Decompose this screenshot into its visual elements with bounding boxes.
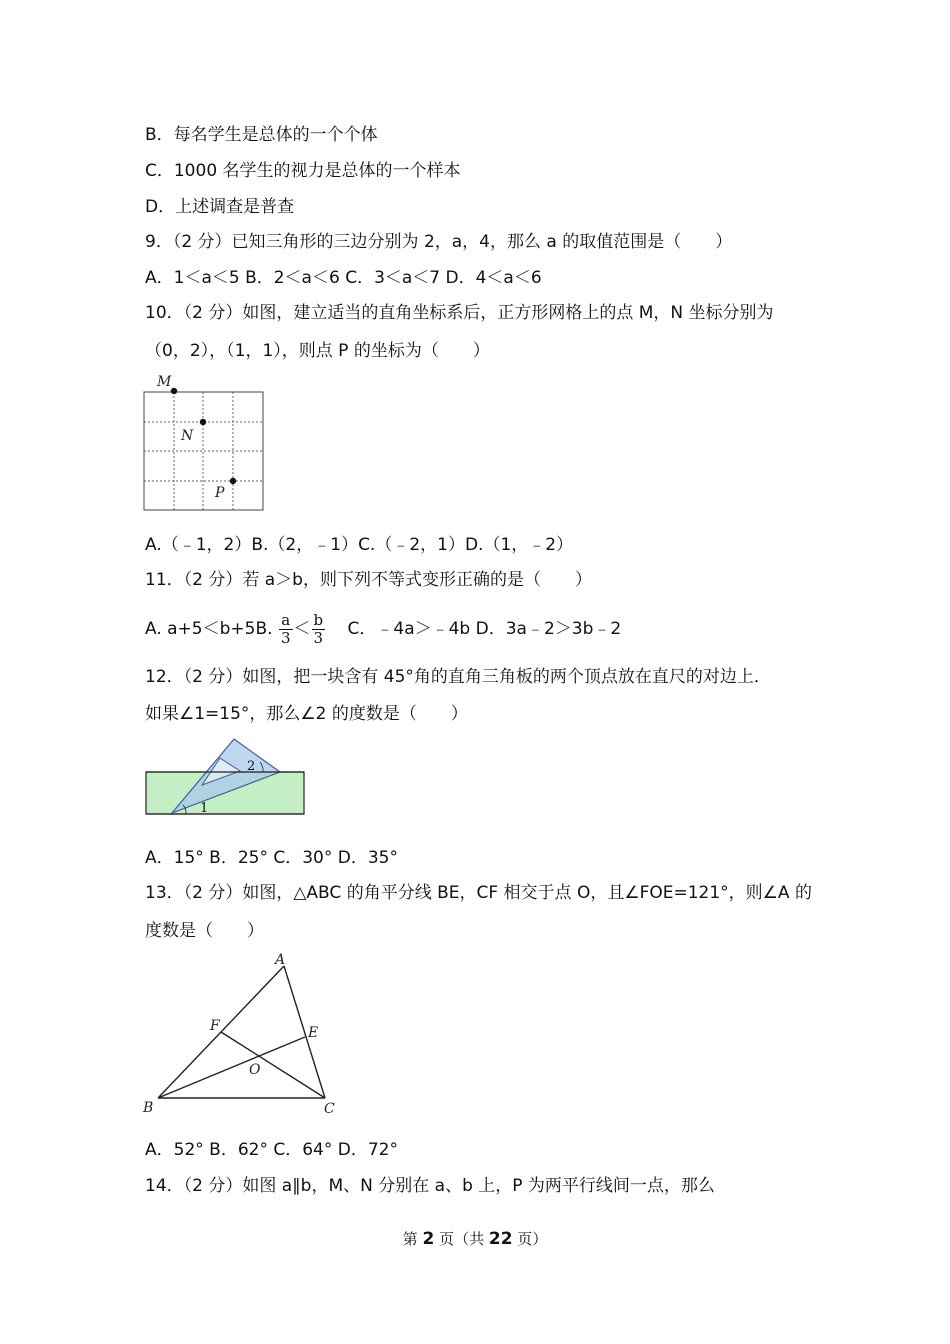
- q8-option-b: B．每名学生是总体的一个个体: [145, 125, 378, 145]
- vertex-a-label: A: [275, 952, 286, 968]
- q13-options: A．52° B．62° C．64° D．72°: [145, 1140, 398, 1160]
- q11-options-rest: C．﹣4a＞﹣4b D．3a﹣2＞3b﹣2: [347, 619, 622, 639]
- q11-option-a: A. a+5＜b+5B.: [145, 619, 273, 639]
- q13-triangle-figure: [138, 948, 348, 1120]
- point-e-label: E: [308, 1025, 319, 1041]
- q8-option-c: C．1000 名学生的视力是总体的一个样本: [145, 161, 461, 181]
- less-than-sign: ＜: [293, 619, 311, 639]
- point-o-label: O: [249, 1062, 261, 1078]
- q12-options: A．15° B．25° C．30° D．35°: [145, 848, 398, 868]
- q9-stem: 9．（2 分）已知三角形的三边分别为 2，a，4，那么 a 的取值范围是（ ）: [145, 232, 733, 252]
- q12-ruler-figure: [140, 733, 310, 819]
- label-p: P: [215, 485, 225, 501]
- angle-2-label: 2: [247, 759, 256, 774]
- q14-stem: 14．（2 分）如图 a∥b，M、N 分别在 a、b 上，P 为两平行线间一点，那么: [145, 1176, 715, 1196]
- q10-stem-2: （0，2），（1，1），则点 P 的坐标为（ ）: [145, 341, 490, 361]
- q11-stem: 11．（2 分）若 a＞b，则下列不等式变形正确的是（ ）: [145, 570, 592, 590]
- q10-options: A.（﹣1，2）B.（2，﹣1）C.（﹣2，1）D.（1，﹣2）: [145, 535, 574, 555]
- q12-stem-2: 如果∠1=15°，那么∠2 的度数是（ ）: [145, 704, 468, 724]
- angle-1-label: 1: [200, 801, 209, 816]
- q10-stem-1: 10．（2 分）如图，建立适当的直角坐标系后，正方形网格上的点 M，N 坐标分别为: [145, 303, 774, 323]
- q11-options: [145, 607, 621, 651]
- current-page-number: 2: [422, 1229, 435, 1249]
- q13-stem-1: 13．（2 分）如图，△ABC 的角平分线 BE，CF 相交于点 O，且∠FOE=121°，则∠A 的: [145, 883, 812, 903]
- q13-stem-2: 度数是（ ）: [145, 921, 264, 941]
- page-footer: 第 2 页（共 22 页）: [402, 1229, 548, 1249]
- label-m: M: [157, 374, 172, 390]
- vertex-b-label: B: [143, 1100, 154, 1116]
- point-f-label: F: [210, 1018, 220, 1034]
- q8-option-d: D．上述调查是普查: [145, 197, 295, 217]
- q10-grid-figure: [140, 368, 270, 514]
- label-n: N: [181, 428, 194, 444]
- fraction-a-over-3: $\frac{a}{3}$: [280, 610, 291, 647]
- fraction-b-over-3: $\frac{b}{3}$: [313, 610, 324, 647]
- q9-options: A．1＜a＜5 B．2＜a＜6 C．3＜a＜7 D．4＜a＜6: [145, 268, 542, 288]
- vertex-c-label: C: [324, 1101, 335, 1117]
- total-page-count: 22: [488, 1229, 513, 1249]
- q12-stem-1: 12．（2 分）如图，把一块含有 45°角的直角三角板的两个顶点放在直尺的对边上．: [145, 667, 771, 687]
